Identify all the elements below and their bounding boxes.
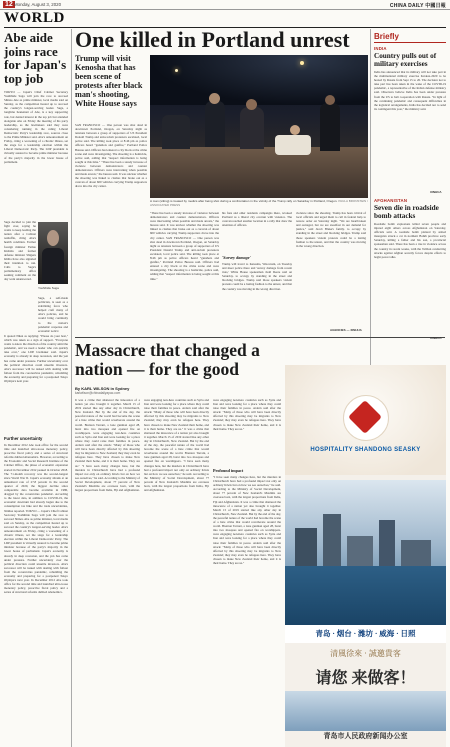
massacre-byline: By KARL WILSON in Sydney [75, 386, 130, 391]
ad-sea [285, 566, 446, 625]
bystander-figure [320, 103, 340, 151]
massacre-col3-top: were engaging non-hero countries such as Syria and Iran and were looking for a place where they could raise their families in peace. Ardern said after the attack: "Many of those who will have been directly affected by this shooting may be migrants to New Zealand; they may even be refugees here. They have chosen to make New Zealand their home, and it is their home. They are us." [213, 398, 281, 431]
page-number: 12 [5, 1, 13, 8]
massacre-col2: were engaging non-hero countries such as Syria and Iran and were looking for a place where they could raise their families in peace. Ardern said after the attack: "Many of those who will have been directly affected by this shooting may be migrants to New Zealand; they may even be refugees here. They have chosen to make New Zealand their home, and it is their home. They are us." It was a crime that shattered the innocence of a nation yet also brought it together. March 15 of 2019 started like any other day in Christchurch, New Zealand. But by the end of the day, the peaceful nature of the world had become the scene of a hate crime that would reverberate around the world. Brenton Tarrant, a lone gunman aged 28, burst into two mosques and opened fire on worshippers. "I have seen many changes here, but the murders in Christchurch have had a profound impact not only on ordinary Kiwis but on how we see ourselves," he said. According to the Ministry of Social Development, about 77 percent of New Zealand's Muslims are overseas born, with the largest proportions from India, Fiji and Afghanistan. [144, 398, 209, 493]
briefly-kicker-afghanistan: AFGHANISTAN [374, 198, 408, 203]
briefly-body-india: India has announced that its military will not take part in the multinational military exercise Kavkaz-2020 to be hosted by Russia from Sept 15 to 26. The decision not to take part has been taken in the wake of the COVID-19 pandemic, a representative of the Indian defense ministry said. Observers believe India has been under pressure from the US to halt cooperation with Russia. "In light of the continuing pandemic and consequent difficulties in the logistical arrangements, India has decided not to send its contingent this year," the ministry said. [374, 70, 446, 111]
injured-head [290, 125, 300, 135]
portland-photo-caption: A man (sitting) is treated by medics after being shot during a confrontation in the vicinity of the Trump rally on Saturday in Portland, Oregon. PAULA BRONSTEIN / ASSOCIATED PRESS [150, 200, 368, 207]
briefly-headline-afghanistan: Seven die in roadside bomb attacks [374, 204, 439, 220]
portland-col4: Trump will travel to Kenosha, Wisconsin, on Tuesday and meet police there and 'survey damage from recent riots,' White House spokesman Judd Deere said on Saturday. to occupy by standing in the street and blocking bridges. Trump said those speakers violent protests could be a lasting fashion to the unrest, and that the country was moving in the wrong direction. [222, 262, 292, 291]
portland-col5: violence since the shooting. Trump has been critical of local officials and urged them to call in federal help to restore order on Saturday night. "We are heartbroken and outraged, but we are steadfast in our demand for justice," said Jacob Blake's family. to occupy by standing in the street and blocking bridges. Trump said those speakers violent protests could be a lasting fashion to the unrest, and that the country was moving in the wrong direction. [296, 211, 366, 248]
massacre-col1: It was a crime that shattered the innocence of a nation yet also brought it together. March 15 of 2019 started like any other day in Christchurch, New Zealand. But by the end of the day, the peaceful nature of the world had become the scene of a hate crime that would reverberate around the world. Brenton Tarrant, a lone gunman aged 28, burst into two mosques and opened fire on worshippers. were engaging non-hero countries such as Syria and Iran and were looking for a place where they could raise their families in peace. Ardern said after the attack: "Many of those who will have been directly affected by this shooting may be migrants to New Zealand; they may even be refugees here. They have chosen to make New Zealand their home, and it is their home. They are us." "I have seen many changes here, but the murders in Christchurch have had a profound impact not only on ordinary Kiwis but on how we see ourselves," he said. According to the Ministry of Social Development, about 77 percent of New Zealand's Muslims are overseas born, with the largest proportions from India, Fiji and Afghanistan. [75, 398, 140, 493]
bystander-figure [162, 115, 190, 149]
portland-subhead: Trump will visit Kenosha that has been scene of protests after black man's shooting, White House says [75, 54, 143, 108]
briefly-byline-india: XINHUA [430, 190, 442, 194]
top-bar [0, 0, 450, 10]
injured-man [275, 135, 311, 155]
street-light [300, 61, 304, 65]
section-title: WORLD [4, 10, 65, 26]
briefly-rule [374, 42, 446, 43]
abe-intro: TOKYO — Japan's Chief Cabinet Secretary Yoshihide Suga will join the race to succeed Shinzo Abe as prime minister, local media said on Sunday, as the competition heated up to succeed the country's longest-serving leader. Suga, a longtime lieutenant of Abe, is a key supporting role, but denied interest in the top job but attended alongside Abe on Friday the meeting of his party leadership, as the lawmakers said they were considering running in the ruling Liberal Democratic Party's leadership race, sources close to the Prime Minister said. Abe's announcement on Friday, citing a worsening of a chronic illness, set the stage for a leadership election within the Liberal Democratic Party. The LDP president is virtually assured to become prime minister because of the party's majority in the lower house of parliament. [4, 90, 68, 164]
portland-headline: One killed in Portland unrest [75, 27, 350, 52]
portland-photo [150, 55, 368, 198]
medic-head [209, 93, 220, 104]
ad-cities: 青岛 · 烟台 · 潍坊 · 威海 · 日照 [315, 629, 416, 638]
night-sky [150, 55, 368, 105]
abe-headline: Abe aide joins race for Japan's top job [4, 30, 67, 86]
abe-subhead: Further uncertainty [4, 436, 43, 441]
portland-col2: "There has been a steady increase of violence between demonstrators and counter demonstrators. Officers were intervening when possible and made arrests," the bureau said. It was unclear whether the shooting was linked to clashes that broke out as a caravan of about 600 vehicles carrying Trump supporters drove into the city center. SAN FRANCISCO — One person was shot dead in downtown Portland, Oregon, on Saturday night as tensions between a group of supporters of US President Donald Trump and anti-racism protesters escalated, local police said. The killing took place at 8:46 pm as police officers heard "gunshots and gunfire," Portland Police Bureau said. Officers had entered a city block at the crime scene and were investigating. The shooting is a homicide, police said, adding that "suspect information is being sought at this time." [150, 211, 219, 281]
portland-byline: AGENCIES — XINHUA [330, 328, 362, 332]
briefly-kicker-india: INDIA [374, 46, 387, 51]
masthead: CHINA DAILY 中國日報 [389, 2, 446, 9]
abe-text-narrow: Suga decided to join the fight over, saying he wants to keep leading the nation after a Cabinet reshuffle, citing Abe's health condition. Former foreign minister Fumio Kishida and former defense minister Shigeru Ishiba have also signaled their intention to run. Calls to Suga's parliamentary office seeking comment on the day went unanswered. [4, 220, 36, 282]
ad-building [323, 514, 341, 566]
ad-slogan-large: 请您 来做客！ [315, 670, 416, 687]
shandong-ad [285, 365, 446, 747]
medic-head [246, 99, 257, 110]
massacre-email: karlwilson@chinadailyapac.com [75, 391, 121, 395]
massacre-subhead: Profound impact [213, 468, 244, 473]
suit-shape [42, 248, 64, 284]
portland-subhead-survey: 'Survey damage' [222, 255, 251, 260]
portland-col3: his fans and other residents campaigns there, revoked Portland as a liberal city overrun with violence. The caravan reached another location in a rally that drew the attention of officers. [222, 211, 292, 228]
bystander-head [325, 95, 335, 105]
ad-slogan: 清風徐來 · 誠邀貴客 [330, 649, 401, 658]
medic-figure [240, 107, 264, 149]
ad-building [379, 520, 395, 566]
medic-figure [205, 101, 225, 147]
briefly-body-afghanistan: Roadside bomb explosions killed seven people and injured eight others across Afghanistan on Saturday, officials said. A roadside bomb planted by armed insurgents struck a car in northern Balkh province early Saturday, killing a father and his son, a provincial spokesman said. There has been a rise in violence across the country in recent weeks, with the Taliban conducting attacks against Afghan security forces despite efforts to begin peace talks. [374, 222, 446, 259]
story-divider [75, 337, 445, 338]
ad-headline: HOSPITALITY SHANDONG SEASKY [310, 447, 421, 453]
page-date: Monday, August 3, 2020 [14, 2, 62, 7]
abe-text-mid: It quoted Nikai as replying: "Please do your best," which was taken as a sign of support. "Everyone wants to know the direction of the country amid the pandemic, and we need a leader who can quickly take over," one LDP lawmaker said. Japan's economy is already in deep recession, and the yen has come under pressure. Further uncertainty over the political direction could unsettle investors. Abe's successor will be tasked with dealing with fallout from the coronavirus pandemic, rebuilding the economy and preparing for a postponed Tokyo Olympics next year. [4, 334, 68, 384]
suga-photo [38, 222, 68, 284]
column-divider [71, 29, 72, 747]
face-shape [47, 230, 59, 246]
street-light [175, 69, 178, 72]
massacre-headline: Massacre that changed a nation — for the good [75, 340, 260, 379]
briefly-title: Briefly [374, 32, 399, 41]
ad-coast-photo [285, 691, 446, 731]
ad-building [347, 536, 373, 566]
massacre-col3: "I have seen many changes here, but the murders in Christchurch have had a profound impact not only on ordinary Kiwis but on how we see ourselves," he said. According to the Ministry of Social Development, about 77 percent of New Zealand's Muslims are overseas born, with the largest proportions from India, Fiji and Afghanistan. It was a crime that shattered the innocence of a nation yet also brought it together. March 15 of 2019 started like any other day in Christchurch, New Zealand. But by the end of the day, the peaceful nature of the world had become the scene of a hate crime that would reverberate around the world. Brenton Tarrant, a lone gunman aged 28, burst into two mosques and opened fire on worshippers. were engaging non-hero countries such as Syria and Iran and were looking for a place where they could raise their families in peace. Ardern said after the attack: "Many of those who will have been directly affected by this shooting may be migrants to New Zealand; they may even be refugees here. They have chosen to make New Zealand their home, and it is their home. They are us." [213, 475, 281, 565]
portland-col1: SAN FRANCISCO — One person was shot dead in downtown Portland, Oregon, on Saturday night as tensions between a group of supporters of US President Donald Trump and anti-racism protesters escalated, local police said. The killing took place at 8:46 pm as police officers heard "gunshots and gunfire," Portland Police Bureau said. Officers had entered a city block at the crime scene and were investigating. The shooting is a homicide, police said, adding that "suspect information is being sought at this time." "There has been a steady increase of violence between demonstrators and counter demonstrators. Officers were intervening when possible and made arrests," the bureau said. It was unclear whether the shooting was linked to clashes that broke out as a caravan of about 600 vehicles carrying Trump supporters drove into the city center. [75, 123, 147, 189]
column-divider [370, 29, 371, 365]
street-ground [150, 147, 368, 198]
abe-text-beside-photo: Suga, a self-made politician, is seen as a stabilizing force who helped craft many of Abe's policies, and he would bring continuity to the nation's pandemic response and economic policy. [38, 296, 68, 332]
ad-footer: 青岛市人民政府新闻办公室 [323, 732, 408, 740]
briefly-byline-afghanistan: XINHUA [430, 336, 442, 340]
ad-building [295, 528, 317, 566]
suga-caption: Yoshihide Suga [38, 286, 59, 290]
abe-text-bottom: In December 2012 Abe took office for the second time and launched ultra-loose monetary policy, proactive fiscal policy and a series of structural reforms dubbed Abenomics. However, according to the Economic and Social Research Institute of the Cabinet Office, the phase of economic expansion started in November 2012 peaked in October 2018. The 71-month recovery was the second-longest since World War II. Japan's economy shrank at an annualized rate of 27.8 percent in the second quarter of 2020, the biggest decline since comparable data became available in 1980, dragged by the coronavirus pandemic. According to the latest data, in addition to COVID-19, the economic downturn had already begun due to the consumption tax hike and the trade uncertainties, Xinhua reported. TOKYO — Japan's Chief Cabinet Secretary Yoshihide Suga will join the race to succeed Shinzo Abe as prime minister, local media said on Sunday, as the competition heated up to succeed the country's longest-serving leader. Abe's announcement on Friday, citing a worsening of a chronic illness, set the stage for a leadership election within the Liberal Democratic Party. The LDP president is virtually assured to become prime minister because of the party's majority in the lower house of parliament. Japan's economy is already in deep recession, and the yen has come under pressure. Further uncertainty over the political direction could unsettle investors. Abe's successor will be tasked with dealing with fallout from the coronavirus pandemic, rebuilding the economy and preparing for a postponed Tokyo Olympics next year. In December 2012 Abe took office for the second time and launched ultra-loose monetary policy, proactive fiscal policy and a series of structural reforms dubbed Abenomics. [4, 443, 68, 595]
ad-seascape [285, 480, 446, 625]
ad-building [401, 540, 431, 566]
briefly-headline-india: Country pulls out of military exercises [374, 52, 437, 68]
